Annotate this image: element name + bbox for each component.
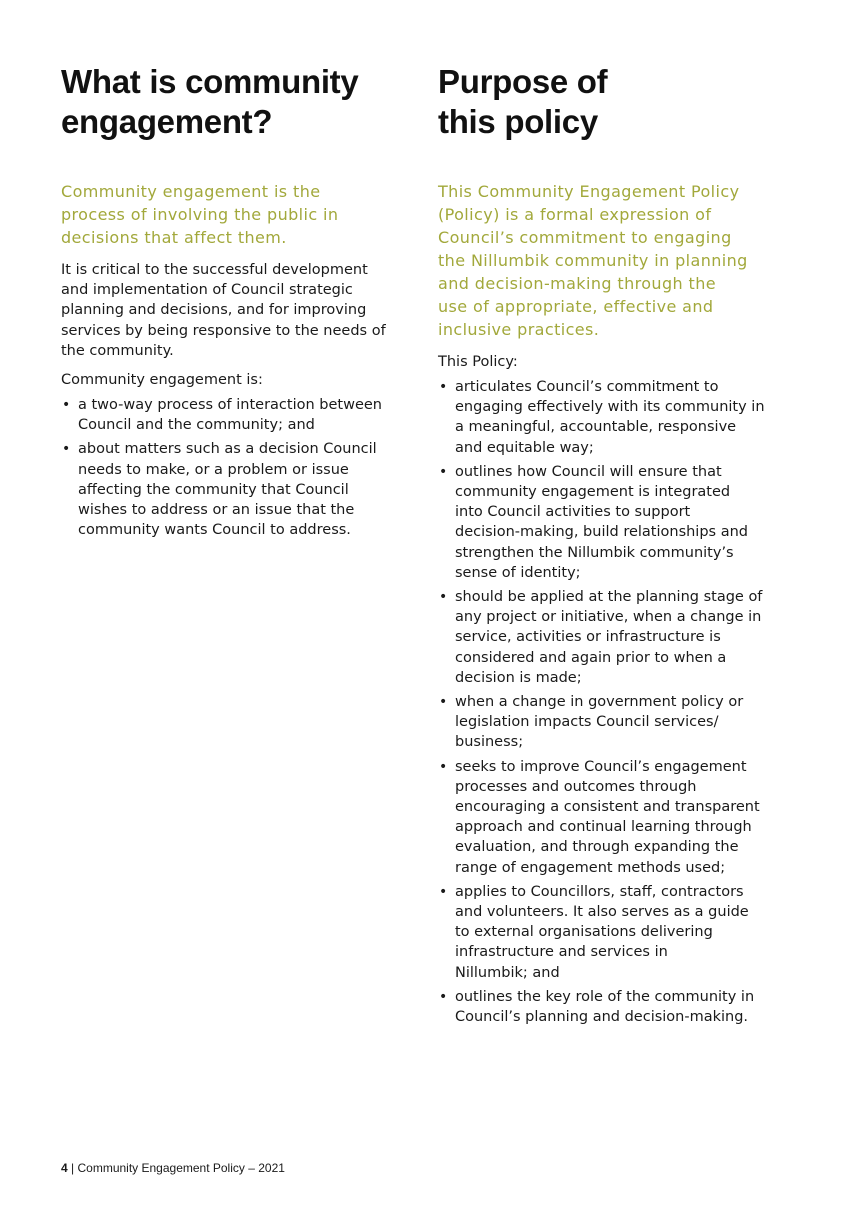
list-item-line: wishes to address or an issue that the bbox=[78, 502, 355, 519]
list-item-line: outlines the key role of the community in bbox=[455, 988, 755, 1005]
list-item-line: Council and the community; and bbox=[78, 417, 315, 434]
list-item-line: service, activities or infrastructure is bbox=[455, 629, 721, 646]
right-lead-line: the Nillumbik community in planning bbox=[438, 251, 748, 270]
list-item-line: to external organisations delivering bbox=[455, 924, 713, 941]
right-lead-line: (Policy) is a formal expression of bbox=[438, 205, 712, 224]
list-item-line: and volunteers. It also serves as a guide bbox=[455, 904, 749, 921]
list-item-line: Council’s planning and decision-making. bbox=[455, 1009, 749, 1026]
list-item-line: when a change in government policy or bbox=[455, 694, 744, 711]
right-lead-line: inclusive practices. bbox=[438, 320, 600, 339]
list-item bbox=[438, 757, 765, 878]
list-item-line: should be applied at the planning stage of bbox=[455, 589, 763, 606]
bullet-dot-icon: • bbox=[439, 379, 448, 395]
left-column bbox=[61, 62, 406, 539]
right-lead-line: and decision-making through the bbox=[438, 274, 717, 293]
list-item-line: outlines how Council will ensure that bbox=[455, 463, 722, 480]
right-lead-line: use of appropriate, effective and bbox=[438, 297, 714, 316]
list-item-line: needs to make, or a problem or issue bbox=[78, 461, 349, 478]
left-lead-line: process of involving the public in bbox=[61, 205, 339, 224]
list-item-line: Nillumbik; and bbox=[455, 964, 560, 981]
list-item-line: business; bbox=[455, 734, 524, 751]
list-item-line: into Council activities to support bbox=[455, 504, 691, 521]
list-item bbox=[438, 882, 765, 983]
bullet-dot-icon: • bbox=[439, 883, 448, 900]
list-item-line: about matters such as a decision Council bbox=[78, 441, 377, 458]
left-paragraph-line: services by being responsive to the needs of bbox=[61, 322, 386, 339]
list-item bbox=[438, 462, 765, 583]
right-intro-text: This Policy: bbox=[438, 354, 518, 370]
list-item-line: decision is made; bbox=[455, 669, 582, 686]
left-paragraph-line: and implementation of Council strategic bbox=[61, 282, 353, 299]
page-footer bbox=[61, 1161, 285, 1175]
list-item-line: a meaningful, accountable, responsive bbox=[455, 419, 737, 436]
list-item-line: community wants Council to address. bbox=[78, 522, 351, 539]
list-item-line: sense of identity; bbox=[455, 564, 581, 581]
list-item bbox=[61, 395, 382, 435]
list-item-line: a two-way process of interaction between bbox=[78, 397, 382, 413]
list-item-line: approach and continual learning through bbox=[455, 819, 752, 836]
bullet-dot-icon: • bbox=[62, 441, 71, 458]
bullet-dot-icon: • bbox=[439, 988, 448, 1005]
right-lead-line: This Community Engagement Policy bbox=[438, 182, 740, 201]
list-item bbox=[438, 987, 765, 1027]
left-lead-line: Community engagement is the bbox=[61, 182, 321, 201]
left-intro bbox=[61, 370, 263, 390]
page-number: 4 bbox=[61, 1161, 68, 1175]
right-lead-line: Council’s commitment to engaging bbox=[438, 228, 732, 247]
list-item bbox=[438, 587, 765, 688]
right-heading-line-1: Purpose of bbox=[438, 63, 608, 100]
list-item-line: and equitable way; bbox=[455, 439, 594, 456]
list-item-line: articulates Council’s commitment to bbox=[455, 379, 719, 395]
left-lead-text bbox=[61, 180, 338, 249]
right-heading bbox=[438, 62, 783, 142]
list-item-line: engaging effectively with its community in bbox=[455, 399, 765, 416]
list-item bbox=[61, 439, 382, 540]
bullet-dot-icon: • bbox=[439, 694, 448, 711]
list-item bbox=[438, 377, 765, 458]
footer-title: Community Engagement Policy – 2021 bbox=[77, 1161, 285, 1175]
bullet-dot-icon: • bbox=[439, 463, 448, 480]
right-lead-text bbox=[438, 180, 748, 341]
right-intro bbox=[438, 352, 518, 372]
list-item-line: community engagement is integrated bbox=[455, 484, 731, 501]
left-heading-line-1: What is community bbox=[61, 63, 359, 100]
list-item-line: considered and again prior to when a bbox=[455, 649, 727, 666]
left-bullet-list bbox=[61, 395, 382, 544]
left-lead-line: decisions that affect them. bbox=[61, 228, 287, 247]
list-item-line: infrastructure and services in bbox=[455, 944, 668, 961]
list-item-line: strengthen the Nillumbik community’s bbox=[455, 544, 734, 561]
left-paragraph-line: planning and decisions, and for improving bbox=[61, 302, 367, 319]
left-heading bbox=[61, 62, 406, 142]
left-heading-line-2: engagement? bbox=[61, 103, 273, 140]
bullet-dot-icon: • bbox=[439, 589, 448, 606]
right-heading-line-2: this policy bbox=[438, 103, 598, 140]
right-bullet-list bbox=[438, 377, 765, 1031]
list-item-line: applies to Councillors, staff, contractors bbox=[455, 883, 744, 900]
list-item-line: evaluation, and through expanding the bbox=[455, 839, 739, 856]
left-paragraph-line: It is critical to the successful development bbox=[61, 262, 368, 278]
left-intro-text: Community engagement is: bbox=[61, 372, 263, 388]
bullet-dot-icon: • bbox=[439, 758, 448, 775]
list-item-line: range of engagement methods used; bbox=[455, 859, 726, 876]
list-item-line: legislation impacts Council services/ bbox=[455, 714, 719, 731]
left-paragraph-line: the community. bbox=[61, 342, 174, 359]
list-item-line: seeks to improve Council’s engagement bbox=[455, 758, 747, 775]
list-item-line: encouraging a consistent and transparent bbox=[455, 799, 760, 816]
list-item-line: decision-making, build relationships and bbox=[455, 524, 748, 541]
list-item bbox=[438, 692, 765, 753]
list-item-line: any project or initiative, when a change in bbox=[455, 609, 762, 626]
right-column bbox=[438, 62, 783, 1026]
left-paragraph bbox=[61, 260, 386, 361]
list-item-line: processes and outcomes through bbox=[455, 778, 697, 795]
footer-separator: | bbox=[67, 1161, 78, 1175]
bullet-dot-icon: • bbox=[62, 397, 71, 413]
list-item-line: affecting the community that Council bbox=[78, 481, 349, 498]
